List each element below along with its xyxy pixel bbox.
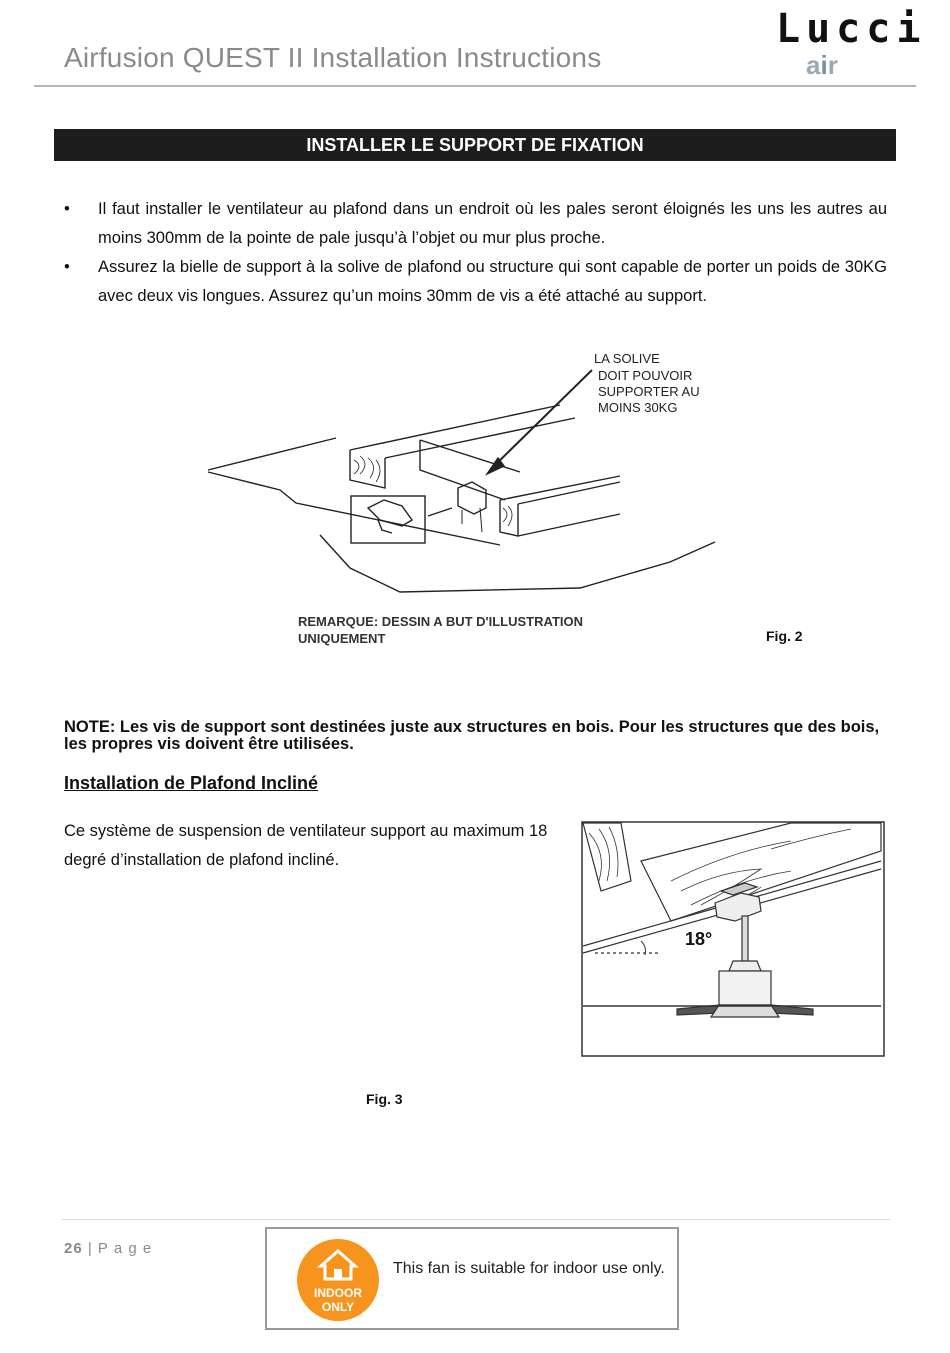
bullet-text: Il faut installer le ventilateur au plafond dans un endroit où les pales seront éloignés les uns les autres au moins 300mm de la pointe de pale jusqu’à l’objet ou mur plus proche. (98, 200, 887, 247)
figure-3-label: Fig. 3 (366, 1091, 403, 1107)
figure-3-sloped-ceiling (581, 821, 885, 1057)
remark-line: REMARQUE: DESSIN A BUT D'ILLUSTRATION (298, 614, 583, 629)
footer-divider (62, 1219, 890, 1220)
document-title: Airfusion QUEST II Installation Instructions (64, 42, 602, 73)
logo-letter-a: a (806, 50, 821, 80)
bullet-item (64, 195, 887, 253)
indoor-notice-text: This fan is suitable for indoor use only. (393, 1260, 665, 1277)
callout-line: LA SOLIVE (594, 351, 660, 366)
bullet-dot: • (64, 258, 70, 276)
badge-text-line: INDOOR (314, 1286, 362, 1300)
header-divider (34, 85, 916, 87)
bullet-dot: • (64, 200, 70, 218)
sloped-ceiling-paragraph: Ce système de suspension de ventilateur support au maximum 18 degré d’installation de plafond incliné. (64, 822, 548, 869)
logo-letter-r: r (827, 50, 838, 80)
page-number-suffix: | P a g e (82, 1240, 153, 1257)
logo-letter-i: i (820, 50, 828, 80)
brand-logo-word: Lucci (776, 6, 927, 52)
indoor-use-notice (265, 1227, 679, 1330)
bullet-text: Assurez la bielle de support à la solive de plafond ou structure qui sont capable de porter un poids de 30KG avec deux vis longues. Assurez qu’un moins 30mm de vis a été attaché au support. (98, 258, 887, 305)
callout-line: DOIT POUVOIR (598, 368, 693, 383)
badge-text-line: ONLY (321, 1300, 355, 1314)
bullet-item (64, 253, 887, 311)
angle-label: 18° (685, 929, 713, 949)
page-number (64, 1240, 152, 1257)
brand-logo-sub (806, 50, 838, 81)
indoor-only-badge-icon (293, 1235, 383, 1325)
note-text: NOTE: Les vis de support sont destinées juste aux structures en bois. Pour les structures que des bois, les propres vis doivent être utilisées. (64, 718, 880, 753)
subheading: Installation de Plafond Incliné (64, 773, 319, 793)
callout-line: MOINS 30KG (598, 400, 678, 415)
figure-2-label: Fig. 2 (766, 628, 803, 644)
figure-2-joist-illustration (200, 340, 820, 650)
remark-line: UNIQUEMENT (298, 631, 386, 646)
callout-line: SUPPORTER AU (598, 384, 700, 399)
instruction-bullet-list (64, 195, 887, 311)
page-number-value: 26 (64, 1240, 83, 1257)
section-heading-bar: INSTALLER LE SUPPORT DE FIXATION (54, 129, 896, 161)
